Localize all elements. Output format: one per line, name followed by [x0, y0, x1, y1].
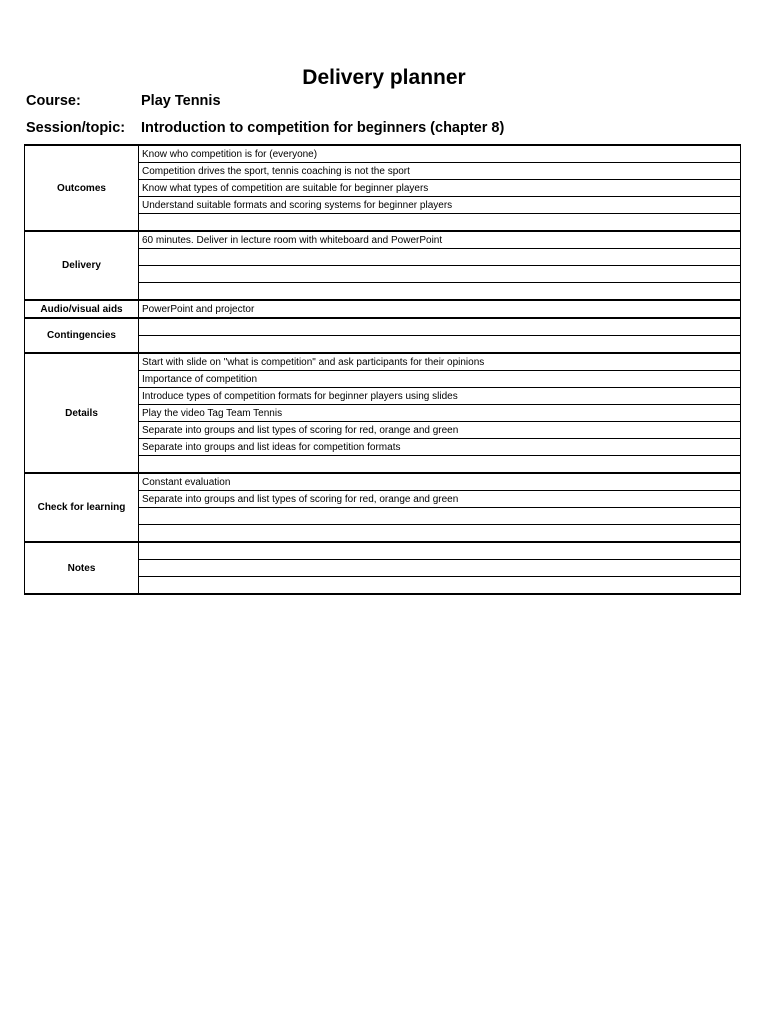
section-entry: Know who competition is for (everyone) — [139, 145, 741, 163]
section-entry: Competition drives the sport, tennis coaching is not the sport — [139, 163, 741, 180]
section-entry — [139, 249, 741, 266]
planner-section — [25, 353, 741, 473]
section-entry — [139, 577, 741, 595]
section-entry: Separate into groups and list types of scoring for red, orange and green — [139, 422, 741, 439]
section-entry: Introduce types of competition formats for beginner players using slides — [139, 388, 741, 405]
course-label: Course: — [26, 93, 81, 109]
section-entry — [139, 508, 741, 525]
section-entry — [139, 560, 741, 577]
section-label: Audio/visual aids — [25, 300, 139, 318]
section-entry: Know what types of competition are suitable for beginner players — [139, 180, 741, 197]
section-label: Delivery — [25, 231, 139, 300]
section-entry — [139, 542, 741, 560]
section-entry — [139, 266, 741, 283]
table-row — [25, 473, 741, 491]
section-entry — [139, 336, 741, 354]
section-label: Check for learning — [25, 473, 139, 542]
section-entry: Separate into groups and list types of scoring for red, orange and green — [139, 491, 741, 508]
section-entry — [139, 318, 741, 336]
planner-section — [25, 145, 741, 231]
page-title: Delivery planner — [302, 66, 466, 89]
planner-section — [25, 542, 741, 594]
section-label: Notes — [25, 542, 139, 594]
table-row — [25, 231, 741, 249]
planner-section — [25, 318, 741, 353]
session-topic-label: Session/topic: — [26, 120, 126, 136]
table-row — [25, 318, 741, 336]
delivery-planner-table — [24, 144, 741, 595]
section-label: Contingencies — [25, 318, 139, 353]
section-entry: 60 minutes. Deliver in lecture room with whiteboard and PowerPoint — [139, 231, 741, 249]
table-row — [25, 353, 741, 371]
section-entry — [139, 456, 741, 474]
section-entry: Start with slide on "what is competition" and ask participants for their opinions — [139, 353, 741, 371]
course-row — [26, 93, 221, 109]
section-entry: Importance of competition — [139, 371, 741, 388]
course-value: Play Tennis — [141, 93, 221, 109]
section-entry — [139, 525, 741, 543]
planner-section — [25, 300, 741, 318]
section-entry — [139, 214, 741, 232]
table-row — [25, 300, 741, 318]
section-entry — [139, 283, 741, 301]
section-entry: PowerPoint and projector — [139, 300, 741, 318]
session-topic-value: Introduction to competition for beginners (chapter 8) — [141, 120, 505, 136]
section-entry: Understand suitable formats and scoring systems for beginner players — [139, 197, 741, 214]
section-entry: Separate into groups and list ideas for competition formats — [139, 439, 741, 456]
table-row — [25, 542, 741, 560]
planner-section — [25, 473, 741, 542]
planner-section — [25, 231, 741, 300]
section-label: Details — [25, 353, 139, 473]
section-entry: Constant evaluation — [139, 473, 741, 491]
session-topic-row — [26, 120, 504, 136]
section-entry: Play the video Tag Team Tennis — [139, 405, 741, 422]
section-label: Outcomes — [25, 145, 139, 231]
table-row — [25, 145, 741, 163]
